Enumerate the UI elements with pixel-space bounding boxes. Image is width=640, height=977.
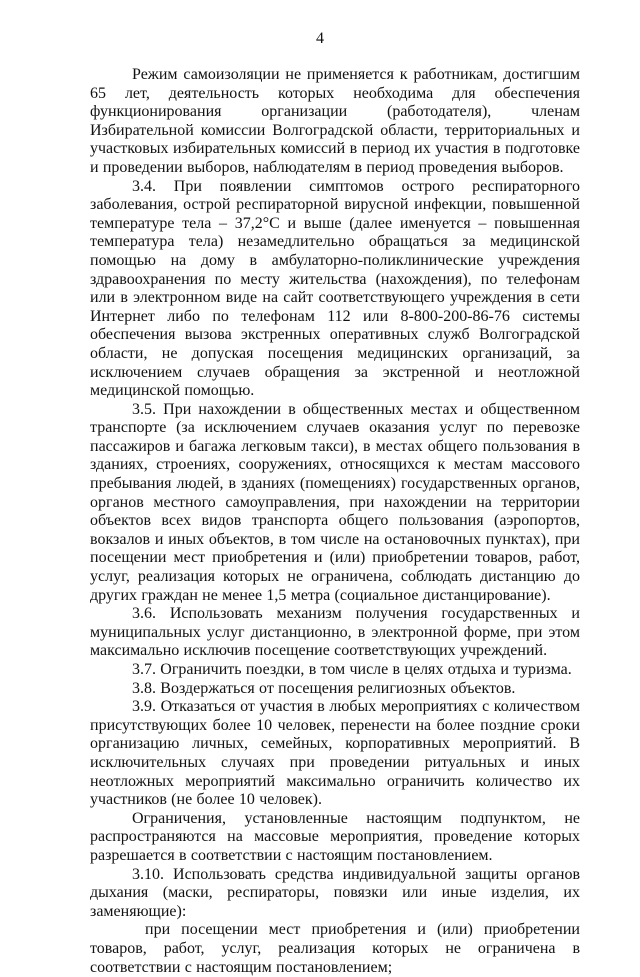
paragraph-3-7: 3.7. Ограничить поездки, в том числе в целях отдыха и туризма. xyxy=(132,661,572,678)
paragraph-3-6: 3.6. Использовать механизм получения государственных и муниципальных услуг дистанционно, в электронной форме, при этом максимально исключив посещение соответствующих учреждений. xyxy=(90,605,580,660)
paragraph-3-8: 3.8. Воздержаться от посещения религиозных объектов. xyxy=(132,679,516,697)
paragraph-self-isolation-exemptions: Режим самоизоляции не применяется к работникам, достигшим 65 лет, деятельность которых необходима для обеспечения функционирования организации (работодателя), членам Избирательной комиссии Волгоградской области, территориальных и участковых избирательных комиссий в период их участия в подготовке и проведении выборов, наблюдателям в период проведения выборов. xyxy=(90,66,580,176)
paragraph-3-10: 3.10. Использовать средства индивидуальной защиты органов дыхания (маски, респираторы, повязки или иные изделия, их заменяющие): xyxy=(90,865,580,920)
paragraph-3-10-item: при посещении мест приобретения и (или) приобретении товаров, работ, услуг, реализация которых не ограничена в соответствии с настоящим постановлением; xyxy=(90,921,580,976)
paragraph-3-4: 3.4. При появлении симптомов острого респираторного заболевания, острой респираторной вирусной инфекции, повышенной температуре тела – 37,2°С и выше (далее именуется – повышенная температура тела) незамедлительно обращаться за медицинской помощью на дому в амбулаторно-поликлинические учреждения здравоохранения по месту жительства (нахождения), по телефонам или в электронном виде на сайт соответствующего учреждения в сети Интернет либо по телефонам 112 или 8-800-200-86-76 системы обеспечения вызова экстренных оперативных служб Волгоградской области, не допуская посещения медицинских организаций, за исключением случаев обращения за экстренной и неотложной медицинской помощью. xyxy=(90,177,580,400)
page-number: 4 xyxy=(316,30,324,47)
paragraph-3-9-restrictions: Ограничения, установленные настоящим подпунктом, не распространяются на массовые мероприятия, проведение которых разрешается в соответствии с настоящим постановлением. xyxy=(90,809,580,864)
paragraph-3-5: 3.5. При нахождении в общественных местах и общественном транспорте (за исключением случаев оказания услуг по перевозке пассажиров и багажа легковым такси), в местах общего пользования в зданиях, строениях, сооружениях, относящихся к местам массового пребывания людей, в зданиях (помещениях) государственных органов, органов местного самоуправления, при нахождении на территории объектов всех видов транспорта общего пользования (аэропортов, вокзалов и иных объектов, в том числе на остановочных пунктах), при посещении мест приобретения и (или) приобретении товаров, работ, услуг, реализация которых не ограничена, соблюдать дистанцию до других граждан не менее 1,5 метра (социальное дистанцирование). xyxy=(90,400,580,604)
document-body xyxy=(90,66,580,977)
paragraph-3-9: 3.9. Отказаться от участия в любых мероприятиях с количеством присутствующих более 10 человек, перенести на более поздние сроки организацию личных, семейных, корпоративных мероприятий. В исключительных случаях при проведении ритуальных и иных неотложных мероприятий максимально ограничить количество их участников (не более 10 человек). xyxy=(90,698,580,809)
